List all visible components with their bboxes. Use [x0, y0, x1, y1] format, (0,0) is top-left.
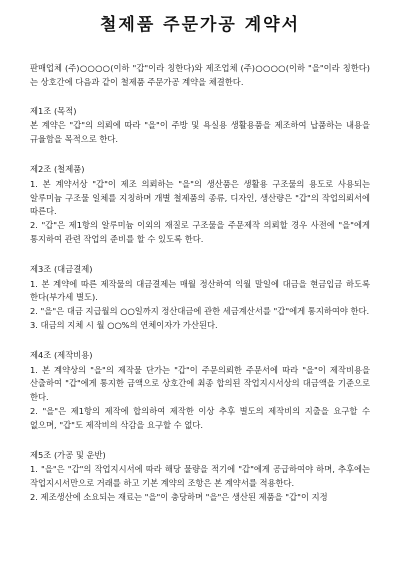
article-heading: 제2조 (철제품) — [30, 163, 85, 174]
intro-paragraph: 판매업체 (주)○○○○(이하 "갑"이라 칭한다)와 제조업체 (주)○○○○(이하 "을"이라 칭한다)는 상호간에 다음과 같이 철제품 주문가공 계약을 체결한다. — [30, 63, 370, 87]
article-heading: 제1조 (목적) — [30, 105, 77, 116]
article-paragraph: 1. 본 계약서상 "갑"이 제조 의뢰하는 "을"의 생산품은 생활용 구조물의 용도로 사용되는 알루미늄 구조물 일체를 지칭하며 개별 철제품의 종류, 디자인, 생산량은 "갑"의 작업의뢰서에 따른다. — [30, 178, 370, 217]
article-4 — [30, 349, 370, 433]
article-paragraph: 1. 본 계약에 따른 제작물의 대금결제는 매월 정산하여 익월 말일에 대금을 현금입금 하도록 한다(부가세 별도). — [30, 278, 370, 303]
article-paragraph: 2. "갑"은 제1항의 알루미늄 이외의 재질로 구조물을 주문제작 의뢰할 경우 사전에 "을"에게 통지하여 관련 작업의 준비를 할 수 있도록 한다. — [30, 220, 370, 244]
article-paragraph: 2. 제조생산에 소요되는 재료는 "을"이 충당하며 "을"은 생산된 제품을 "갑"이 지정 — [30, 491, 328, 502]
article-paragraph: 2. "을"은 대금 지급월의 ○○일까지 정산대금에 관한 세금계산서를 "갑"에게 통지하여야 한다. — [30, 306, 370, 317]
article-paragraph: 1. "을"은 "갑"의 작업지시서에 따라 해당 물량을 적기에 "갑"에게 공급하여야 하며, 추후에는 작업지시서만으로 거래를 하고 기본 계약의 조항은 본 계약서를 적용한다. — [30, 464, 370, 489]
article-heading: 제5조 (가공 및 운반) — [30, 449, 106, 460]
article-paragraph: 2. "을"은 제1항의 제작에 합의하여 제작한 이상 추후 별도의 제작비의 지출을 요구할 수 없으며, "갑"도 제작비의 삭감을 요구할 수 없다. — [30, 405, 370, 430]
document-title: 철제품 주문가공 계약서 — [99, 15, 301, 35]
article-1 — [30, 105, 370, 147]
article-2 — [30, 163, 370, 247]
article-3 — [30, 263, 370, 333]
article-heading: 제4조 (제작비용) — [30, 349, 93, 360]
article-paragraph: 3. 대금의 지체 시 월 ○○%의 연체이자가 가산된다. — [30, 319, 218, 330]
article-heading: 제3조 (대금결제) — [30, 263, 93, 274]
article-paragraph: 1. 본 계약상의 "을"의 제작물 단가는 "갑"이 주문의뢰한 주문서에 따라 "을"이 제작비용을 산출하여 "갑"에게 통지한 금액으로 상호간에 최종 합의된 작업지시서상의 대금액을 기준으로 한다. — [30, 364, 370, 403]
article-5 — [30, 449, 370, 505]
article-paragraph: 본 계약은 "갑"의 의뢰에 따라 "을"이 주방 및 욕실용 생활용품을 제조하여 납품하는 내용을 규율함을 목적으로 한다. — [30, 120, 370, 145]
